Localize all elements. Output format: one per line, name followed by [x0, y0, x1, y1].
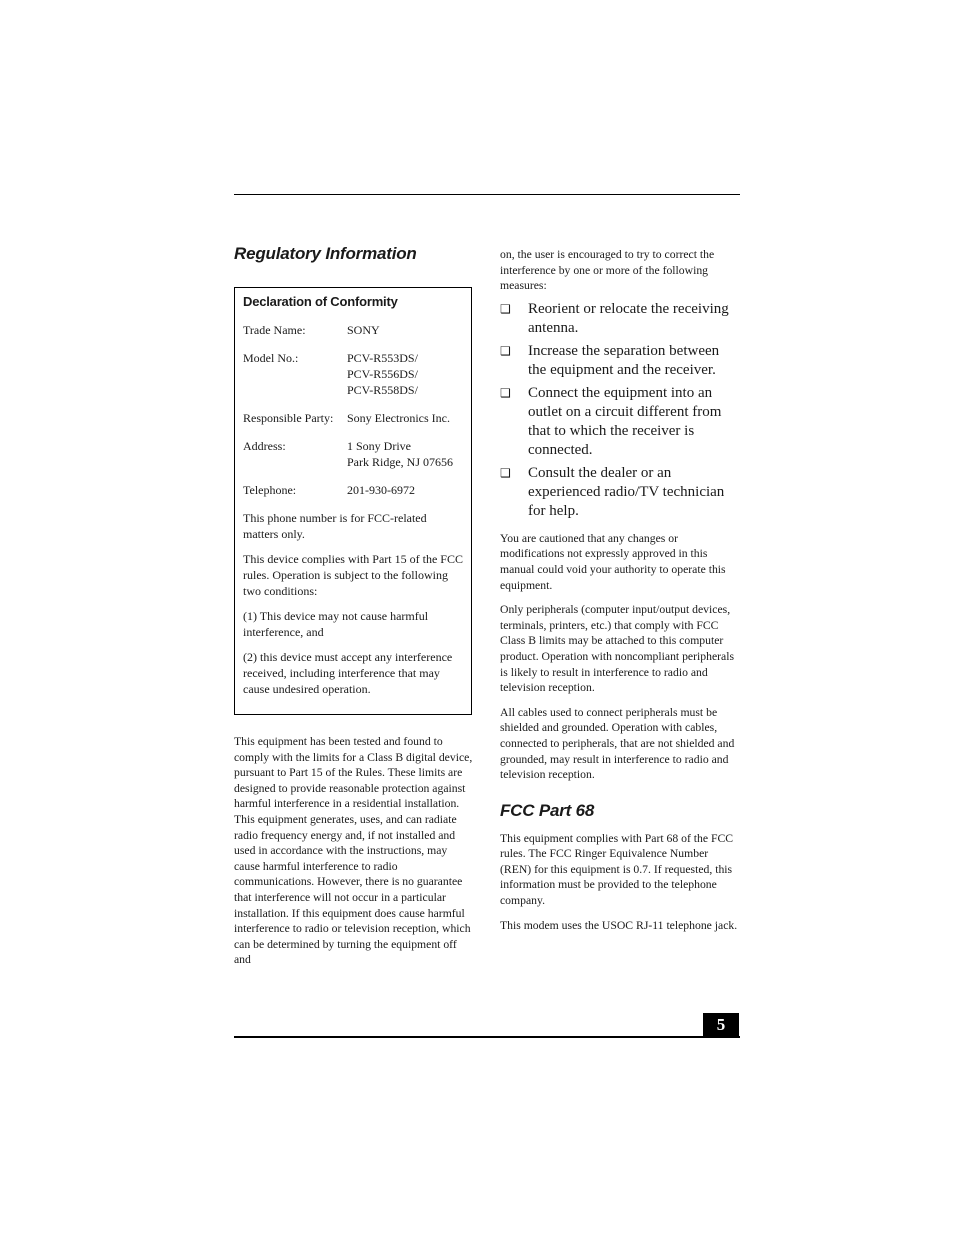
left-body-text-block [234, 734, 474, 977]
box-paragraph: This phone number is for FCC-related matters only. [243, 511, 427, 541]
decl-row-trade-name [243, 322, 463, 338]
decl-value-line: Park Ridge, NJ 07656 [347, 455, 453, 469]
fcc-part-68-heading: FCC Part 68 [500, 800, 595, 820]
decl-label: Trade Name: [243, 323, 306, 337]
decl-label: Address: [243, 439, 286, 453]
decl-value-line: 201-930-6972 [347, 483, 415, 497]
measure-text: Increase the separation between the equipment and the receiver. [528, 342, 720, 378]
peripherals-paragraph: Only peripherals (computer input/output devices, terminals, printers, etc.) that comply with FCC Class B limits may be attached to this computer product. Operation with noncompliant peripherals is likely to result in interference to radio and television reception. [500, 603, 735, 695]
decl-value-line: PCV-R558DS/ [347, 383, 418, 397]
box-paragraph: (1) This device may not cause harmful interference, and [243, 609, 429, 639]
decl-row-responsible-party [243, 410, 463, 426]
measure-text: Connect the equipment into an outlet on a circuit different from that to which the receiver is connected. [528, 384, 722, 458]
box-paragraph: This device complies with Part 15 of the FCC rules. Operation is subject to the following two conditions: [243, 552, 463, 598]
cables-paragraph: All cables used to connect peripherals must be shielded and grounded. Operation with cables, connected to peripherals, that are not shielded and grounded, may result in interference to radio and television reception. [500, 705, 735, 782]
decl-value-line: PCV-R553DS/ [347, 351, 418, 365]
checkbox-bullet-icon: ❑ [500, 343, 511, 358]
decl-value-line: PCV-R556DS/ [347, 367, 418, 381]
page-number: 5 [703, 1013, 739, 1037]
decl-row-telephone [243, 482, 463, 498]
measure-text: Reorient or relocate the receiving antenna. [528, 300, 729, 336]
decl-value [347, 410, 463, 426]
checkbox-bullet-icon: ❑ [500, 301, 511, 316]
measures-list [500, 300, 740, 521]
modem-jack-paragraph: This modem uses the USOC RJ-11 telephone jack. [500, 918, 738, 932]
checkbox-bullet-icon: ❑ [500, 465, 511, 480]
decl-value [347, 482, 463, 498]
right-column [500, 247, 740, 942]
list-item [500, 300, 740, 338]
decl-label: Responsible Party: [243, 411, 334, 425]
declaration-of-conformity-box [234, 287, 472, 715]
footer-rule [234, 1036, 740, 1038]
list-item [500, 464, 740, 521]
regulatory-heading: Regulatory Information [234, 244, 417, 263]
fcc-part-68-paragraph: This equipment complies with Part 68 of the FCC rules. The FCC Ringer Equivalence Number (REN) for this equipment is 0.7. If requested, this information must be provided to the telephone company. [500, 831, 734, 908]
decl-row-model-no [243, 350, 463, 398]
changes-caution-paragraph: You are cautioned that any changes or modifications not expressly approved in this manual could void your authority to operate this equipment. [500, 531, 726, 592]
measures-intro: on, the user is encouraged to try to correct the interference by one or more of the following measures: [500, 248, 715, 293]
decl-row-address [243, 438, 463, 470]
decl-value-line: SONY [347, 323, 380, 337]
class-b-compliance-paragraph: This equipment has been tested and found to comply with the limits for a Class B digital device, pursuant to Part 15 of the Rules. These limits are designed to provide reasonable protection against harmful interference in a residential installation. This equipment generates, uses, and can radiate radio frequency energy and, if not installed and used in accordance with the instructions, may cause harmful interference to radio communications. However, there is no guarantee that interference will not occur in a particular installation. If this equipment does cause harmful interference to radio or television reception, which can be determined by turning the equipment off and [234, 735, 473, 967]
decl-value [347, 350, 463, 398]
box-paragraph: (2) this device must accept any interference received, including interference that may cause undesired operation. [243, 650, 453, 696]
list-item [500, 342, 740, 380]
checkbox-bullet-icon: ❑ [500, 385, 511, 400]
declaration-title: Declaration of Conformity [243, 294, 398, 309]
decl-value [347, 438, 463, 470]
measure-text: Consult the dealer or an experienced radio/TV technician for help. [528, 464, 725, 519]
decl-label: Telephone: [243, 483, 297, 497]
decl-value-line: 1 Sony Drive [347, 439, 411, 453]
left-column [234, 244, 474, 967]
decl-label: Model No.: [243, 351, 299, 365]
decl-value [347, 322, 463, 338]
header-rule [234, 194, 740, 195]
list-item [500, 384, 740, 460]
decl-value-line: Sony Electronics Inc. [347, 411, 450, 425]
